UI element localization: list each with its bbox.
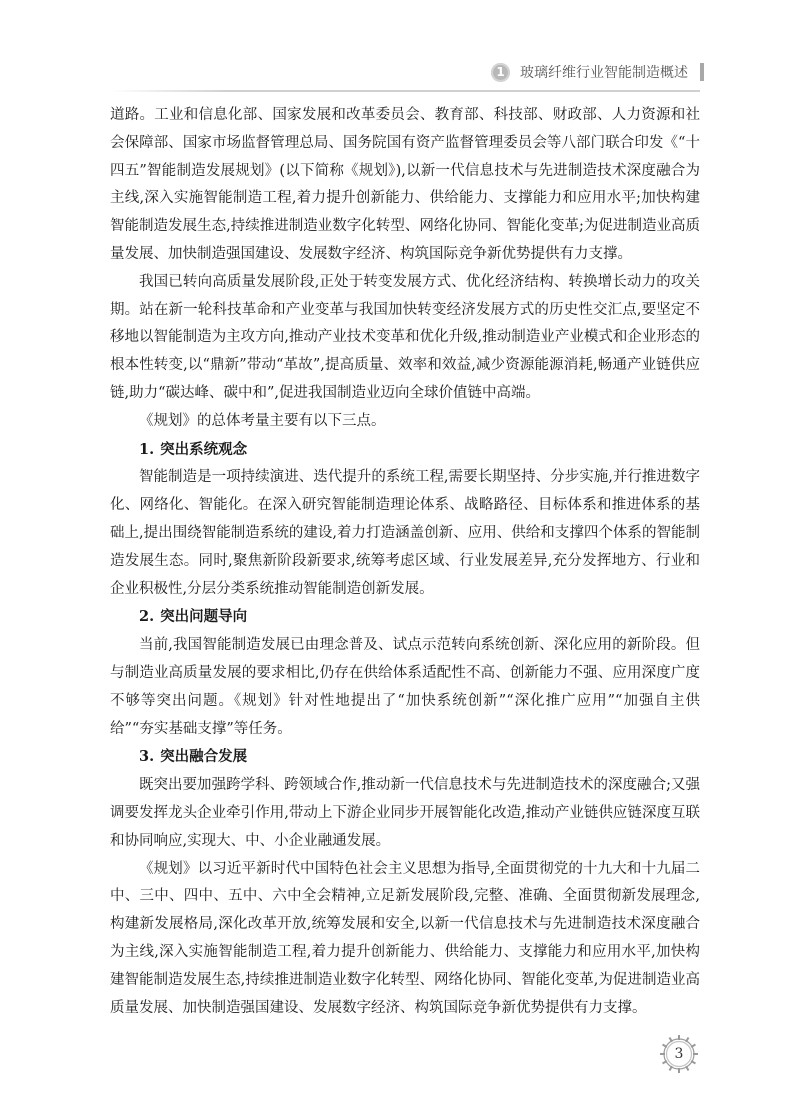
header-rule xyxy=(110,90,700,92)
page-number: 3 xyxy=(674,1046,684,1062)
section-heading-2 xyxy=(110,603,700,632)
heading-number: 1. xyxy=(139,440,155,458)
chapter-title: 玻璃纤维行业智能制造概述 xyxy=(520,65,688,81)
paragraph: 《规划》的总体考量主要有以下三点。 xyxy=(139,412,386,429)
heading-number: 2. xyxy=(139,608,155,626)
paragraph: 智能制造是一项持续演进、迭代提升的系统工程,需要长期坚持、分步实施,并行推进数字化、网络化、智能化。在深入研究智能制造理论体系、战略路径、目标体系和推进体系的基础上,提出围绕智能制造系统的建设,着力打造涵盖创新、应用、供给和支撑四个体系的智能制造发展生态。同时,聚焦新阶段新要求,统筹考虑区域、行业发展差异,充分发挥地方、行业和企业积极性,分层分类系统推动智能制造创新发展。 xyxy=(110,469,700,597)
heading-text: 突出融合发展 xyxy=(160,749,248,766)
heading-text: 突出系统观念 xyxy=(160,441,248,458)
header-bar-decoration xyxy=(700,63,704,81)
body-text xyxy=(110,102,700,1022)
page-number-badge xyxy=(657,1032,701,1076)
paragraph: 当前,我国智能制造发展已由理念普及、试点示范转向系统创新、深化应用的新阶段。但与制造业高质量发展的要求相比,仍存在供给体系适配性不高、创新能力不强、应用深度广度不够等突出问题。《规划》针对性地提出了“加快系统创新”“深化推广应用”“加强自主供给”“夯实基础支撑”等任务。 xyxy=(110,637,700,737)
paragraph: 道路。工业和信息化部、国家发展和改革委员会、教育部、科技部、财政部、人力资源和社会保障部、国家市场监督管理总局、国务院国有资产监督管理委员会等八部门联合印发《“十四五”智能制造发展规划》(以下简称《规划》),以新一代信息技术与先进制造技术深度融合为主线,深入实施智能制造工程,着力提升创新能力、供给能力、支撑能力和应用水平;加快构建智能制造发展生态,持续推进制造业数字化转型、网络化协同、智能化变革;为促进制造业高质量发展、加快制造强国建设、发展数字经济、构筑国际竞争新优势提供有力支撑。 xyxy=(110,107,700,262)
running-header xyxy=(491,62,704,82)
section-heading-1 xyxy=(110,436,700,465)
section-heading-3 xyxy=(110,743,700,772)
paragraph: 我国已转向高质量发展阶段,正处于转变发展方式、优化经济结构、转换增长动力的攻关期。站在新一轮科技革命和产业变革与我国加快转变经济发展方式的历史性交汇点,要坚定不移地以智能制造为主攻方向,推动产业技术变革和优化升级,推动制造业产业模式和企业形态的根本性转变,以“鼎新”带动“革故”,提高质量、效率和效益,减少资源能源消耗,畅通产业链供应链,助力“碳达峰、碳中和”,促进我国制造业迈向全球价值链中高端。 xyxy=(110,273,700,401)
paragraph: 《规划》以习近平新时代中国特色社会主义思想为指导,全面贯彻党的十九大和十九届二中、三中、四中、五中、六中全会精神,立足新发展阶段,完整、准确、全面贯彻新发展理念,构建新发展格局,深化改革开放,统筹发展和安全,以新一代信息技术与先进制造技术深度融合为主线,深入实施智能制造工程,着力提升创新能力、供给能力、支撑能力和应用水平,加快构建智能制造发展生态,持续推进制造业数字化转型、网络化协同、智能化变革,为促进制造业高质量发展、加快制造强国建设、发展数字经济、构筑国际竞争新优势提供有力支撑。 xyxy=(110,860,700,1016)
heading-text: 突出问题导向 xyxy=(160,609,248,626)
heading-number: 3. xyxy=(139,748,155,766)
chapter-number-badge: 1 xyxy=(491,63,510,82)
paragraph: 既突出要加强跨学科、跨领域合作,推动新一代信息技术与先进制造技术的深度融合;又强调要发挥龙头企业牵引作用,带动上下游企业同步开展智能化改造,推动产业链供应链深度互联和协同响应,实现大、中、小企业融通发展。 xyxy=(110,777,700,849)
